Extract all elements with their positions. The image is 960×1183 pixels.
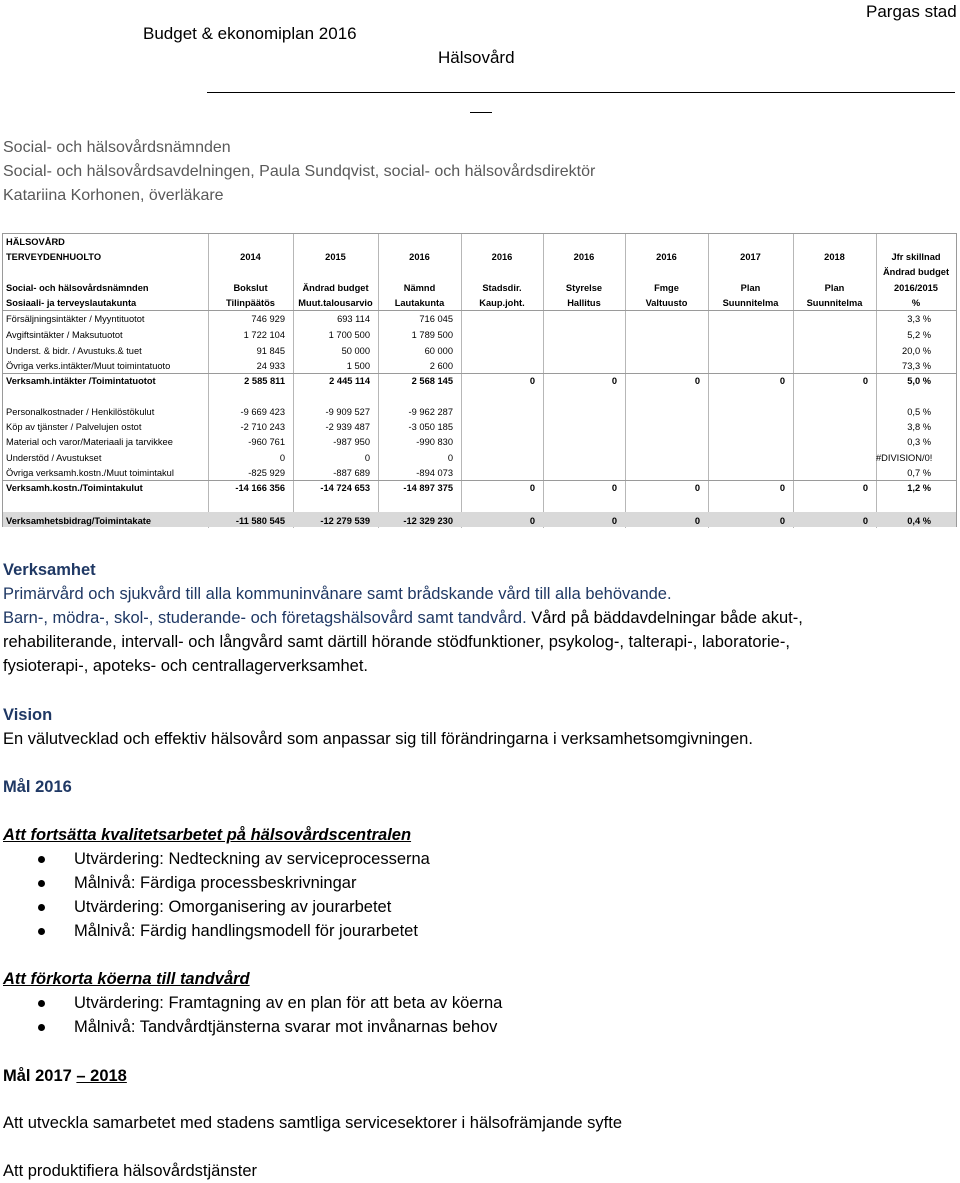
table-cell-pct: 0,7 %	[907, 468, 931, 478]
table-cell: -9 962 287	[408, 407, 453, 417]
table-row-label: Övriga verks.intäkter/Muut toimintatuoto	[6, 361, 171, 371]
mal-2017-heading	[3, 1064, 127, 1088]
table-cell: 693 114	[337, 314, 370, 324]
table-cell: 0	[529, 483, 535, 493]
table-title-1: HÄLSOVÅRD	[6, 237, 65, 247]
table-cell-pct: 5,0 %	[907, 376, 931, 386]
mal-2017-line-2: Att produktifiera hälsovårdstjänster	[3, 1162, 258, 1180]
table-row-label: Försäljningsintäkter / Myyntituotot	[6, 314, 145, 324]
table-cell: -987 950	[333, 437, 370, 447]
table-cell: -12 279 539	[320, 516, 370, 526]
goal-list-item: Målnivå: Tandvårdtjänsterna svarar mot invånarnas behov	[74, 1018, 498, 1036]
table-cell: 24 933	[256, 361, 285, 371]
table-head-sv: Styrelse	[565, 283, 603, 293]
table-cell: 0	[779, 483, 785, 493]
table-cell-pct: 73,3 %	[902, 361, 931, 371]
table-head-fi: Muut.talousarvio	[298, 298, 373, 308]
table-year-header: 2014	[240, 252, 261, 262]
table-head-fi: %	[911, 298, 921, 308]
table-cell: 0	[611, 516, 617, 526]
goal-list-item: Målnivå: Färdig handlingsmodell för jourarbetet	[74, 922, 418, 940]
table-cell-pct: 3,3 %	[907, 314, 931, 324]
goal-1-heading: Att fortsätta kvalitetsarbetet på hälsovårdscentralen	[3, 826, 412, 844]
goal-list-item: Utvärdering: Omorganisering av jourarbetet	[74, 898, 392, 916]
table-head-fi-label: Sosiaali- ja terveyslautakunta	[6, 298, 137, 308]
goal-list-item: Utvärdering: Nedteckning av serviceprocesserna	[74, 850, 430, 868]
subtotal-rule	[3, 480, 956, 481]
bullet-icon	[38, 880, 45, 887]
table-cell-pct: 1,2 %	[907, 483, 931, 493]
org-board: Social- och hälsovårdsnämnden	[3, 139, 231, 156]
verksamhet-line-3: rehabiliterande, intervall- och långvård samt därtill hörande stödfunktioner, psykolog-, talterapi-, laboratorie-,	[3, 633, 790, 651]
verksamhet-line-4: fysioterapi-, apoteks- och centrallagerverksamhet.	[3, 657, 368, 675]
table-row-label: Övriga verksamh.kostn./Muut toimintakul	[6, 468, 174, 478]
table-head-fi: Suunnitelma	[722, 298, 779, 308]
table-head-fi: Tilinpäätös	[226, 298, 275, 308]
table-cell: 60 000	[424, 346, 453, 356]
table-head-fi: Valtuusto	[645, 298, 688, 308]
bullet-icon	[38, 928, 45, 935]
table-title-2: TERVEYDENHUOLTO	[6, 252, 102, 262]
verksamhet-line-2b: Vård på bäddavdelningar både akut-,	[526, 609, 803, 627]
table-cell: 1 789 500	[411, 330, 453, 340]
table-row-label: Underst. & bidr. / Avustuks.& tuet	[6, 346, 142, 356]
table-head-fi: Hallitus	[567, 298, 601, 308]
table-row-label: Avgiftsintäkter / Maksutuotot	[6, 330, 123, 340]
vision-heading: Vision	[3, 706, 53, 724]
verksamhet-line-1: Primärvård och sjukvård till alla kommuninvånare samt brådskande vård till alla behövande.	[3, 585, 672, 603]
mal-2016-heading: Mål 2016	[3, 778, 72, 796]
table-cell: 50 000	[341, 346, 370, 356]
jfr-header-1: Jfr skillnad	[891, 252, 941, 262]
mal-2017-heading-a: Mål 2017	[3, 1067, 77, 1085]
table-cell: 1 700 500	[328, 330, 370, 340]
table-cell: 0	[694, 483, 700, 493]
table-cell-pct: 3,8 %	[907, 422, 931, 432]
budget-table	[2, 233, 957, 527]
table-cell: 91 845	[256, 346, 285, 356]
table-cell: 2 568 145	[411, 376, 453, 386]
table-cell: -887 689	[333, 468, 370, 478]
header-rule-short	[470, 112, 492, 113]
table-cell: -990 830	[416, 437, 453, 447]
table-cell: 2 445 114	[329, 376, 370, 386]
mal-2017-line-1: Att utveckla samarbetet med stadens samtliga servicesektorer i hälsofrämjande syfte	[3, 1114, 623, 1132]
table-cell: -14 166 356	[235, 483, 285, 493]
table-cell: 0	[694, 376, 700, 386]
table-head-fi: Lautakunta	[394, 298, 445, 308]
table-year-header: 2017	[740, 252, 761, 262]
jfr-header-2: Ändrad budget	[882, 267, 950, 277]
table-cell: 0	[529, 516, 535, 526]
table-cell-pct: #DIVISION/0!	[876, 453, 933, 463]
table-head-sv: Plan	[740, 283, 761, 293]
table-head-sv: Stadsdir.	[482, 283, 522, 293]
bullet-icon	[38, 856, 45, 863]
table-cell-pct: 0,4 %	[907, 516, 931, 526]
city-name: Pargas stad	[866, 2, 957, 21]
mal-2017-heading-b: – 2018	[76, 1067, 127, 1085]
table-cell: 0	[529, 376, 535, 386]
table-cell: -14 897 375	[403, 483, 453, 493]
table-cell: -960 761	[248, 437, 285, 447]
table-cell: -3 050 185	[408, 422, 453, 432]
table-cell: 0	[862, 483, 868, 493]
table-header-rule	[3, 310, 956, 311]
department-title: Hälsovård	[438, 48, 515, 67]
bullet-icon	[38, 1024, 45, 1031]
goal-2-heading: Att förkorta köerna till tandvård	[3, 970, 250, 988]
table-row-label: Personalkostnader / Henkilöstökulut	[6, 407, 155, 417]
table-head-sv: Nämnd	[403, 283, 436, 293]
table-cell: -12 329 230	[403, 516, 453, 526]
table-cell: 0	[447, 453, 453, 463]
table-cell: -11 580 545	[235, 516, 285, 526]
table-cell-pct: 20,0 %	[902, 346, 931, 356]
table-head-sv: Bokslut	[233, 283, 268, 293]
table-head-sv: Plan	[824, 283, 845, 293]
table-year-header: 2018	[824, 252, 845, 262]
table-year-header: 2016	[573, 252, 595, 262]
table-row-label: Material och varor/Materiaali ja tarvikkee	[6, 437, 173, 447]
org-physician: Katariina Korhonen, överläkare	[3, 187, 224, 204]
subtotal-rule	[3, 373, 956, 374]
table-cell: 2 600	[429, 361, 453, 371]
table-head-sv: Ändrad budget	[302, 283, 369, 293]
table-cell-pct: 0,3 %	[907, 437, 931, 447]
goal-list-item: Målnivå: Färdiga processbeskrivningar	[74, 874, 357, 892]
table-cell: -2 939 487	[325, 422, 370, 432]
table-cell: 0	[611, 376, 617, 386]
table-cell: 0	[779, 516, 785, 526]
table-head-sv: Fmge	[654, 283, 679, 293]
table-head-fi: Kaup.joht.	[479, 298, 525, 308]
table-cell: -9 669 423	[240, 407, 285, 417]
budget-title: Budget & ekonomiplan 2016	[143, 24, 357, 43]
table-year-header: 2016	[491, 252, 513, 262]
table-cell: -825 929	[248, 468, 285, 478]
table-cell: 0	[862, 376, 868, 386]
table-head-fi: Suunnitelma	[806, 298, 863, 308]
table-cell: 0	[779, 376, 785, 386]
table-cell: 1 722 104	[243, 330, 285, 340]
table-cell: -14 724 653	[320, 483, 370, 493]
table-row-label: Understöd / Avustukset	[6, 453, 102, 463]
header-rule	[207, 92, 955, 93]
table-year-header: 2016	[656, 252, 677, 262]
table-row-label: Köp av tjänster / Palvelujen ostot	[6, 422, 142, 432]
table-cell: 746 929	[251, 314, 285, 324]
table-cell: -894 073	[416, 468, 453, 478]
table-cell: -2 710 243	[240, 422, 285, 432]
table-cell: 0	[862, 516, 868, 526]
table-cell-pct: 5,2 %	[907, 330, 931, 340]
table-row-label: Verksamh.kostn./Toimintakulut	[6, 483, 143, 493]
table-cell: 0	[279, 453, 285, 463]
table-cell: 1 500	[346, 361, 370, 371]
table-cell: 2 585 811	[244, 376, 285, 386]
goal-list-item: Utvärdering: Framtagning av en plan för att beta av köerna	[74, 994, 503, 1012]
table-cell: 0	[611, 483, 617, 493]
vision-text: En välutvecklad och effektiv hälsovård som anpassar sig till förändringarna i verksamhetsomgivningen.	[3, 730, 753, 748]
table-cell-pct: 0,5 %	[907, 407, 931, 417]
bullet-icon	[38, 904, 45, 911]
table-year-header: 2015	[325, 252, 346, 262]
table-row-label: Verksamhetsbidrag/Toimintakate	[6, 516, 152, 526]
table-cell: -9 909 527	[325, 407, 370, 417]
bullet-icon	[38, 1000, 45, 1007]
jfr-header-3: 2016/2015	[894, 283, 938, 293]
verksamhet-heading: Verksamhet	[3, 561, 96, 579]
table-cell: 716 045	[419, 314, 453, 324]
table-row-label: Verksamh.intäkter /Toimintatuotot	[6, 376, 156, 386]
verksamhet-line-2a: Barn-, mödra-, skol-, studerande- och företagshälsovård samt tandvård.	[3, 609, 527, 627]
org-department: Social- och hälsovårdsavdelningen, Paula Sundqvist, social- och hälsovårdsdirektör	[3, 163, 596, 180]
table-cell: 0	[364, 453, 370, 463]
table-cell: 0	[694, 516, 700, 526]
verksamhet-line-2	[3, 606, 803, 630]
table-head-sv-label: Social- och hälsovårdsnämnden	[6, 283, 149, 293]
table-year-header: 2016	[409, 252, 430, 262]
